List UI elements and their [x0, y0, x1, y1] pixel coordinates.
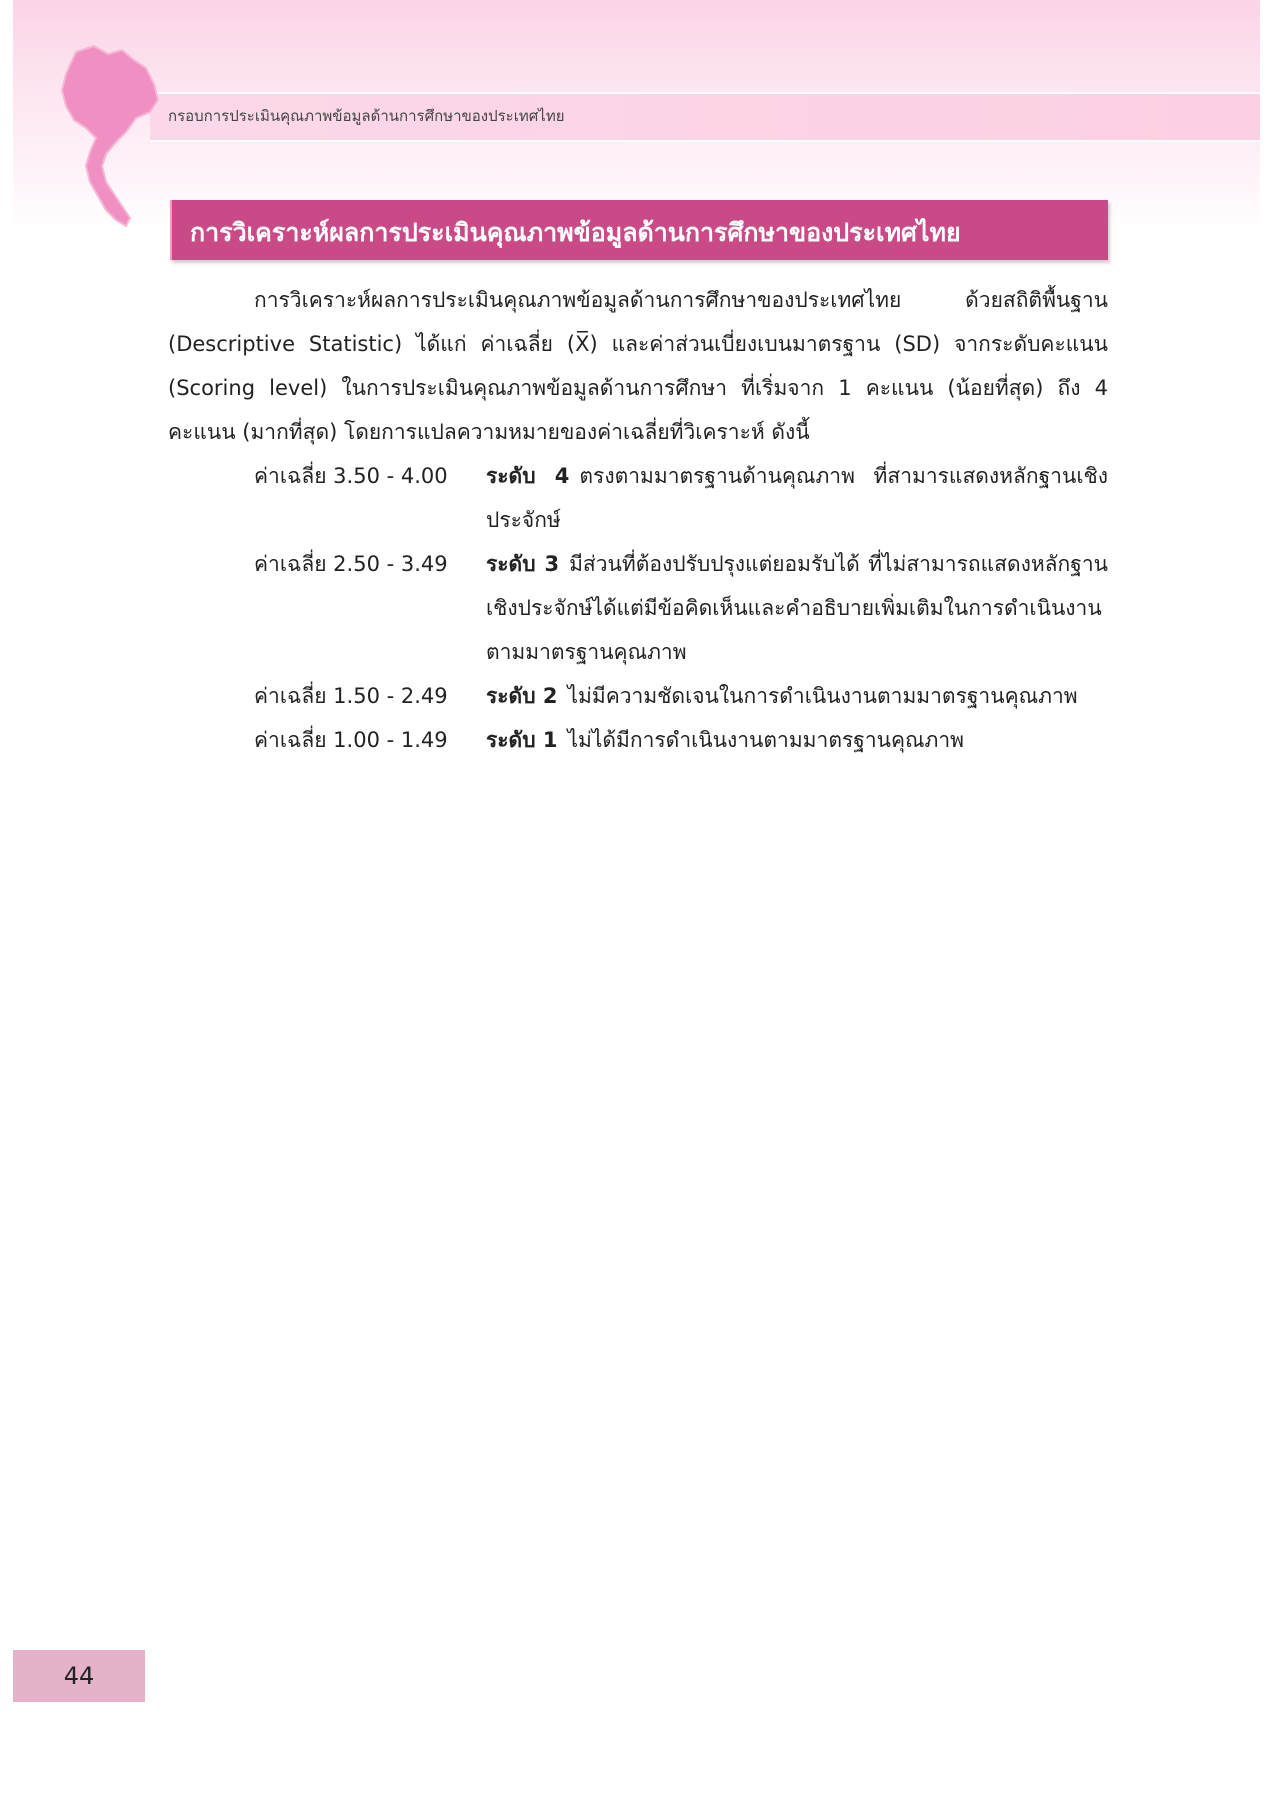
level-description-block — [486, 674, 1108, 718]
level-item — [254, 674, 1108, 718]
level-description-block — [486, 454, 1108, 542]
level-description: ไม่มีความชัดเจนในการดำเนินงานตามมาตรฐานคุณภาพ — [567, 684, 1078, 708]
thailand-map-icon — [56, 42, 164, 232]
level-item — [254, 718, 1108, 762]
running-title: กรอบการประเมินคุณภาพข้อมูลด้านการศึกษาของประเทศไทย — [168, 107, 565, 125]
page-number-box — [13, 1650, 145, 1702]
level-label: ระดับ 4 — [486, 464, 570, 488]
level-item — [254, 454, 1108, 542]
section-heading-bar — [170, 200, 1108, 260]
level-range: ค่าเฉลี่ย 1.50 - 2.49 — [254, 684, 448, 708]
level-range: ค่าเฉลี่ย 1.00 - 1.49 — [254, 728, 448, 752]
section-title: การวิเคราะห์ผลการประเมินคุณภาพข้อมูลด้านการศึกษาของประเทศไทย — [190, 218, 961, 247]
level-description: ไม่ได้มีการดำเนินงานตามมาตรฐานคุณภาพ — [567, 728, 964, 752]
level-description: มีส่วนที่ต้องปรับปรุงแต่ยอมรับได้ ที่ไม่สามารถแสดงหลักฐานเชิงประจักษ์ได้แต่มีข้อคิดเห็นและคำอธิบายเพิ่มเติมในการดำเนินงานตามมาตรฐานคุณภาพ — [486, 552, 1108, 664]
level-label: ระดับ 3 — [486, 552, 560, 576]
level-list — [254, 454, 1108, 762]
body-paragraph: การวิเคราะห์ผลการประเมินคุณภาพข้อมูลด้านการศึกษาของประเทศไทย ด้วยสถิติพื้นฐาน (Descriptive Statistic) ได้แก่ ค่าเฉลี่ย (X̅) และค่าส่วนเบี่ยงเบนมาตรฐาน (SD) จากระดับคะแนน (Scoring level) ในการประเมินคุณภาพข้อมูลด้านการศึกษา ที่เริ่มจาก 1 คะแนน (น้อยที่สุด) ถึง 4 คะแนน (มากที่สุด) โดยการแปลความหมายของค่าเฉลี่ยที่วิเคราะห์ ดังนี้ — [168, 288, 1108, 444]
level-label: ระดับ 2 — [486, 684, 558, 708]
page-number: 44 — [63, 1662, 95, 1690]
level-range: ค่าเฉลี่ย 3.50 - 4.00 — [254, 464, 448, 488]
level-description: ตรงตามมาตรฐานด้านคุณภาพ ที่สามารแสดงหลักฐานเชิงประจักษ์ — [486, 464, 1109, 532]
level-range: ค่าเฉลี่ย 2.50 - 3.49 — [254, 552, 448, 576]
level-description-block — [486, 718, 1108, 762]
level-item — [254, 542, 1108, 674]
level-label: ระดับ 1 — [486, 728, 558, 752]
level-description-block — [486, 542, 1108, 674]
